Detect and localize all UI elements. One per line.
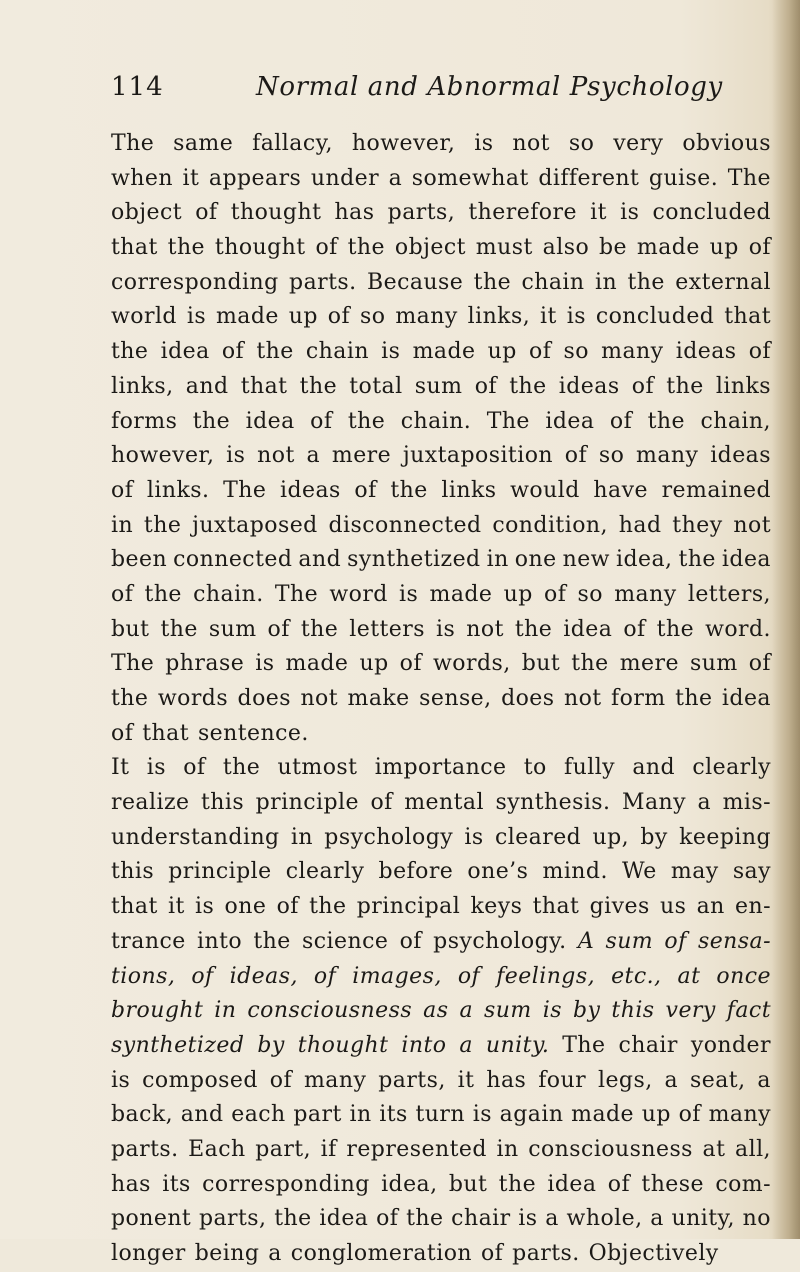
text-line [111,855,771,890]
text-segment: corresponding parts. Because the chain in the external [111,269,771,295]
text-segment: world is made up of so many links, it is concluded that [111,304,771,330]
page-edge-shadow [772,0,800,1239]
text-line [111,925,771,960]
text-segment: back, and each part in its turn is again made up of many [111,1102,771,1128]
text-line [111,162,771,197]
text-segment: longer being a conglomeration of parts. Objectively [111,1241,719,1266]
text-segment: The chair yonder [549,1032,771,1058]
text-line [111,821,771,856]
text-line [111,1202,771,1237]
text-line [111,613,771,648]
text-line [111,960,771,995]
page-header [111,72,723,112]
text-segment: the idea of the chain is made up of so many ideas of [111,339,771,365]
text-line [111,994,771,1029]
page-number: 114 [111,72,164,102]
text-line [111,543,771,578]
text-line [111,1133,771,1168]
italic-text: brought in consciousness as a sum is by this very fact [111,998,771,1024]
text-line [111,751,771,786]
text-segment: has its corresponding idea, but the idea of these com- [111,1171,771,1197]
text-line [111,266,771,301]
running-title: Normal and Abnormal Psychology [256,72,723,102]
text-line [111,682,771,717]
text-segment: realize this principle of mental synthesis. Many a mis- [111,790,771,816]
italic-text: synthetized by thought into a unity. [111,1032,550,1058]
text-segment: The phrase is made up of words, but the mere sum of [111,651,771,677]
text-line [111,370,771,405]
text-segment: but the sum of the letters is not the idea of the word. [111,616,771,642]
text-line [111,474,771,509]
italic-text: tions, of ideas, of images, of feelings, etc., at once [111,963,771,989]
text-segment: of the chain. The word is made up of so many letters, [111,581,771,607]
text-segment: links, and that the total sum of the ideas of the links [111,373,771,399]
text-line [111,127,771,162]
text-segment: that it is one of the principal keys that gives us an en- [111,894,771,920]
text-line [111,439,771,474]
text-line [111,890,771,925]
text-line [111,300,771,335]
text-segment: however, is not a mere juxtaposition of so many ideas [111,443,771,469]
text-line [111,578,771,613]
text-line [111,509,771,544]
text-segment: trance into the science of psychology. [111,928,578,954]
text-segment: been connected and synthetized in one new idea, the idea [111,547,771,573]
text-line [111,1168,771,1203]
text-segment: when it appears under a somewhat different guise. The [111,165,771,191]
text-segment: in the juxtaposed disconnected condition, had they not [111,512,771,538]
text-line [111,196,771,231]
text-segment: the words does not make sense, does not form the idea [111,686,771,711]
text-segment: object of thought has parts, therefore it is concluded [111,200,771,226]
text-line [111,1237,771,1272]
text-line [111,786,771,821]
text-segment: this principle clearly before one’s mind. We may say [111,859,771,885]
text-line [111,717,771,752]
text-segment: The same fallacy, however, is not so very obvious [111,131,771,156]
text-segment: ponent parts, the idea of the chair is a whole, a unity, no [111,1206,771,1232]
text-line [111,647,771,682]
text-segment: parts. Each part, if represented in consciousness at all, [111,1136,771,1162]
text-segment: It is of the utmost importance to fully and clearly [111,755,771,781]
text-segment: is composed of many parts, it has four legs, a seat, a [111,1067,771,1093]
text-segment: understanding in psychology is cleared up, by keeping [111,824,771,850]
text-segment: forms the idea of the chain. The idea of the chain, [111,408,771,434]
text-segment: of links. The ideas of the links would have remained [111,477,771,503]
text-line [111,405,771,440]
italic-text: A sum of sensa- [577,928,771,954]
text-line [111,231,771,266]
body-text [111,127,771,1272]
text-line [111,1098,771,1133]
text-line [111,335,771,370]
text-segment: of that sentence. [111,720,309,746]
text-line [111,1064,771,1099]
text-segment: that the thought of the object must also be made up of [111,235,771,261]
text-line [111,1029,771,1064]
